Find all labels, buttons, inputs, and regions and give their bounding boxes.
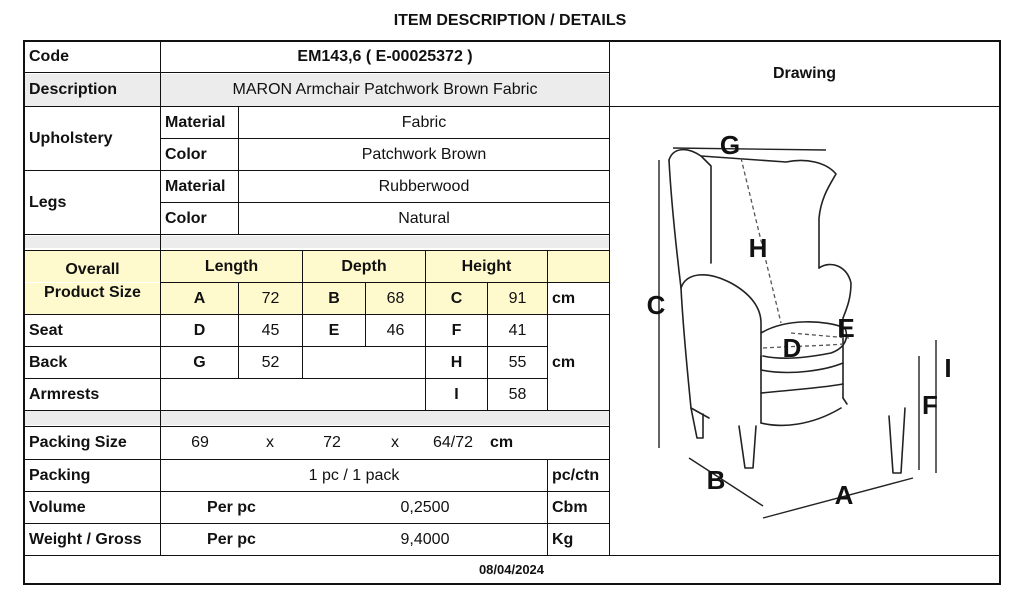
upholstery-label: Upholstery xyxy=(29,129,113,147)
drawing-letter-a: A xyxy=(834,479,854,510)
description-value: MARON Armchair Patchwork Brown Fabric xyxy=(232,81,538,98)
drawing-letter-i: I xyxy=(944,352,952,383)
packing-size-height: 64/72 xyxy=(432,434,474,451)
drawing-letter-b: B xyxy=(706,464,726,495)
letter-i: I xyxy=(454,385,459,403)
packing-size-width: 69 xyxy=(191,434,209,451)
weight-label: Weight / Gross xyxy=(29,530,142,548)
frame-right xyxy=(999,40,1001,585)
value-a: 72 xyxy=(261,289,280,307)
packing-size-x1: x xyxy=(266,434,274,451)
packing-value: 1 pc / 1 pack xyxy=(308,466,400,484)
upholstery-color-label: Color xyxy=(165,145,207,163)
letter-e: E xyxy=(328,321,340,339)
value-f: 41 xyxy=(508,321,527,339)
upholstery-color-value: Patchwork Brown xyxy=(361,145,487,163)
drawing-letter-g: G xyxy=(719,129,741,160)
letter-g: G xyxy=(193,353,206,371)
grid-line xyxy=(609,41,610,555)
code-label: Code xyxy=(29,48,69,65)
value-i: 58 xyxy=(508,385,527,403)
letter-f: F xyxy=(451,321,462,339)
letter-b: B xyxy=(328,289,340,307)
upholstery-material-label: Material xyxy=(165,113,226,131)
packing-size-depth: 72 xyxy=(323,434,341,451)
armrests-label: Armrests xyxy=(29,385,100,403)
letter-h: H xyxy=(450,353,463,371)
depth-header: Depth xyxy=(341,257,387,275)
drawing-letter-h: H xyxy=(748,232,768,263)
legs-material-value: Rubberwood xyxy=(378,177,470,195)
value-d: 45 xyxy=(261,321,280,339)
drawing-letter-e: E xyxy=(837,312,855,343)
letter-d: D xyxy=(193,321,206,339)
value-c: 91 xyxy=(508,289,527,307)
packing-size-unit: cm xyxy=(490,434,514,451)
letter-c: C xyxy=(450,289,463,307)
packing-unit: pc/ctn xyxy=(552,466,600,484)
upholstery-material-value: Fabric xyxy=(401,113,447,131)
document-date: 08/04/2024 xyxy=(478,562,545,577)
letter-a: A xyxy=(193,289,206,307)
legs-material-label: Material xyxy=(165,177,226,195)
seat-label: Seat xyxy=(29,321,63,339)
packing-size-label: Packing Size xyxy=(29,434,127,451)
weight-value: 9,4000 xyxy=(400,530,450,548)
drawing-label: Drawing xyxy=(772,64,837,82)
spacer-bg-1 xyxy=(25,236,609,248)
legs-color-label: Color xyxy=(165,209,207,227)
length-header: Length xyxy=(204,257,259,275)
volume-per: Per pc xyxy=(207,498,256,516)
grid-line xyxy=(24,234,609,235)
frame-bottom xyxy=(23,583,1001,585)
value-h: 55 xyxy=(508,353,527,371)
unit-overall: cm xyxy=(552,289,576,307)
unit-seat-back: cm xyxy=(552,353,576,371)
legs-label: Legs xyxy=(29,193,67,211)
value-e: 46 xyxy=(386,321,405,339)
document-title: ITEM DESCRIPTION / DETAILS xyxy=(393,12,627,29)
overall-label-line2: Product Size xyxy=(44,284,141,301)
volume-label: Volume xyxy=(29,498,86,516)
volume-value: 0,2500 xyxy=(400,498,450,516)
back-label: Back xyxy=(29,353,68,371)
overall-label-line1: Overall xyxy=(65,261,120,278)
spacer-bg-2 xyxy=(25,411,609,425)
height-header: Height xyxy=(461,257,512,275)
weight-unit: Kg xyxy=(552,530,574,548)
weight-per: Per pc xyxy=(207,530,256,548)
drawing-letter-c: C xyxy=(646,289,666,320)
volume-unit: Cbm xyxy=(552,498,588,516)
value-b: 68 xyxy=(386,289,405,307)
drawing-letter-f: F xyxy=(922,389,938,420)
grid-line xyxy=(24,410,609,411)
grid-line xyxy=(609,106,1000,107)
value-g: 52 xyxy=(261,353,280,371)
code-value: EM143,6 ( E-00025372 ) xyxy=(297,48,473,65)
armchair-outline xyxy=(669,150,905,473)
packing-size-x2: x xyxy=(391,434,399,451)
legs-color-value: Natural xyxy=(398,209,450,227)
description-label: Description xyxy=(29,81,118,98)
drawing-letter-d: D xyxy=(782,332,802,363)
packing-label: Packing xyxy=(29,466,91,484)
